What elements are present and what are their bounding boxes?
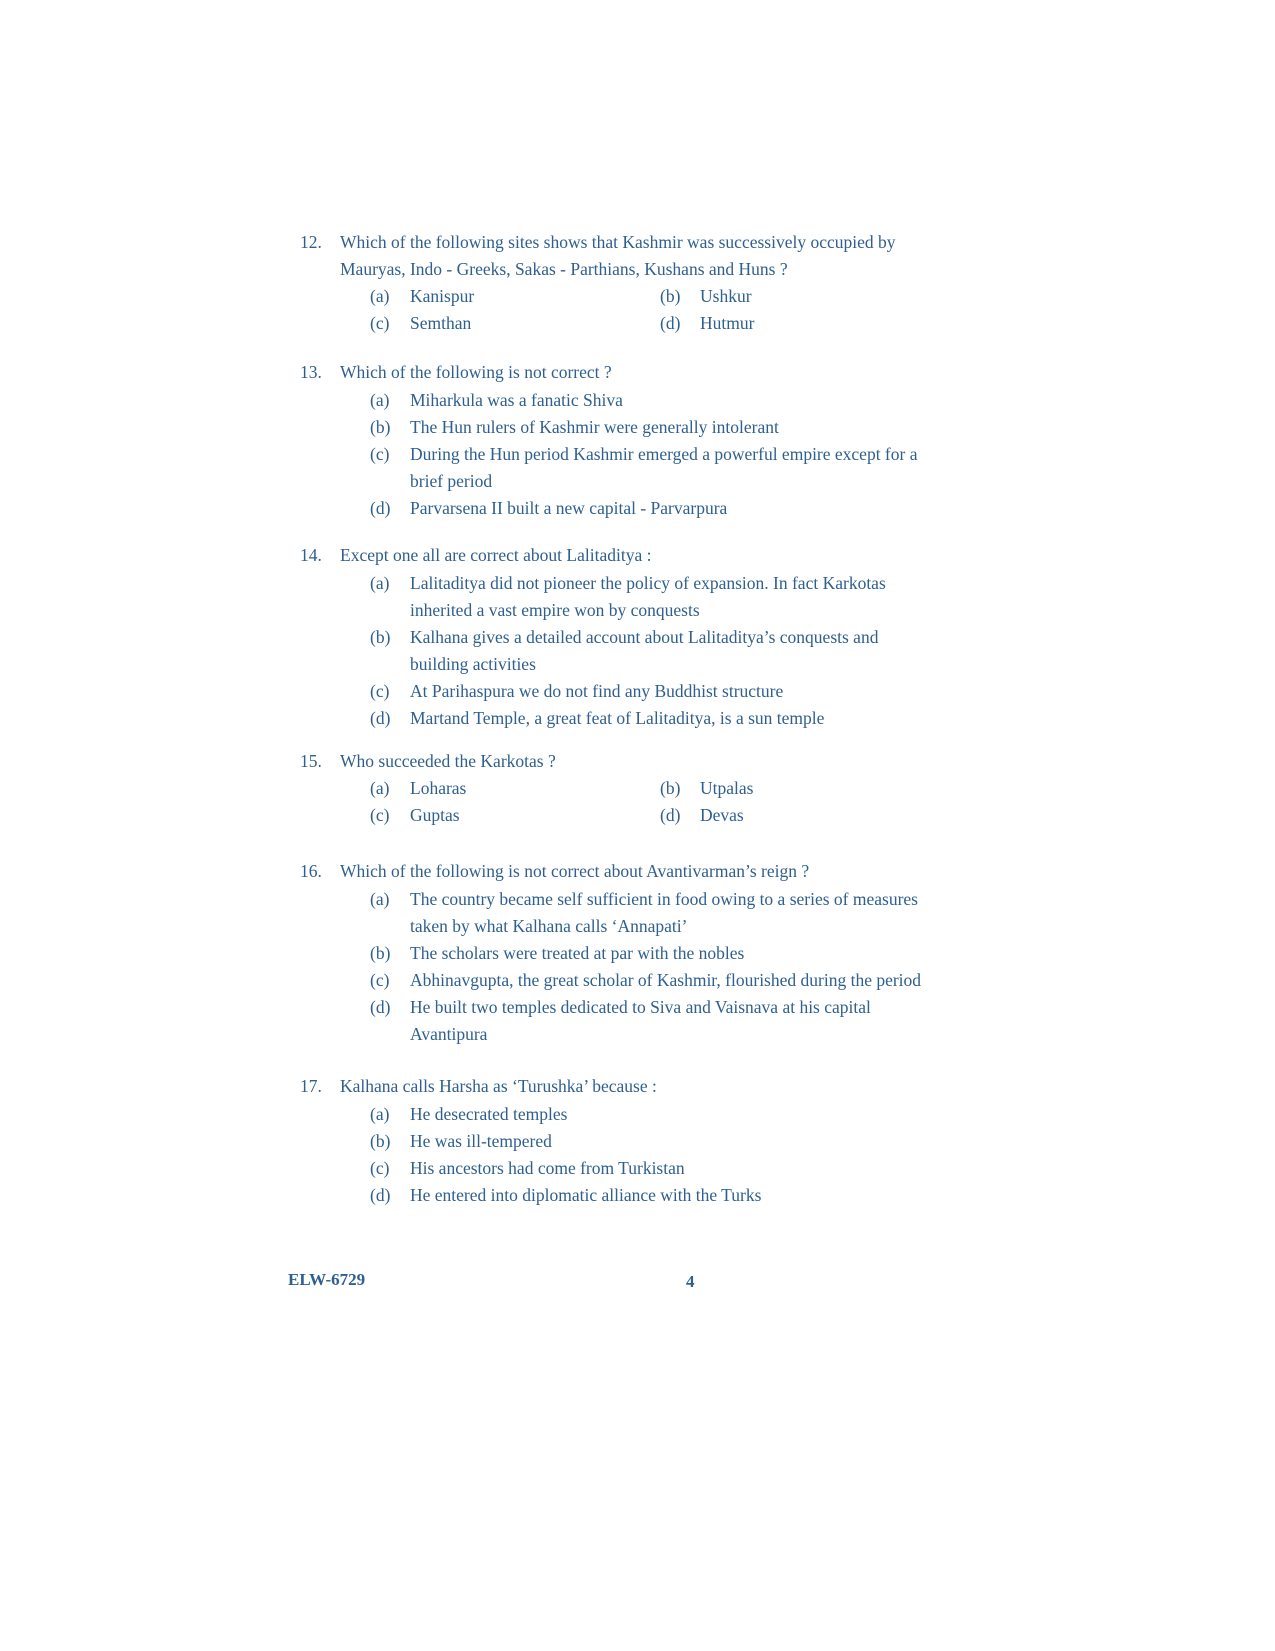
option-d xyxy=(660,310,900,337)
option-text: Utpalas xyxy=(700,778,754,798)
paper-code: ELW-6729 xyxy=(288,1270,366,1289)
page-number: 4 xyxy=(686,1272,695,1291)
option-text: Miharkula was a fanatic Shiva xyxy=(410,390,623,410)
option-b xyxy=(370,414,940,441)
question-text: Kalhana calls Harsha as ‘Turushka’ because : xyxy=(340,1076,657,1096)
option-text: He desecrated temples xyxy=(410,1104,568,1124)
option-label: (c) xyxy=(370,805,390,825)
option-label: (d) xyxy=(660,313,681,333)
option-label: (d) xyxy=(370,498,391,518)
option-label: (a) xyxy=(370,390,390,410)
option-label: (d) xyxy=(370,708,391,728)
option-a xyxy=(370,387,940,414)
option-text: Loharas xyxy=(410,778,467,798)
option-text: Hutmur xyxy=(700,313,755,333)
option-label: (b) xyxy=(370,1131,391,1151)
option-label: (d) xyxy=(370,1185,391,1205)
option-c xyxy=(370,678,940,705)
option-label: (a) xyxy=(370,889,390,909)
option-label: (d) xyxy=(660,805,681,825)
question-text: Which of the following sites shows that Kashmir was successively occupied by Mauryas, Indo - Greeks, Sakas - Parthians, Kushans and Huns ? xyxy=(340,232,896,279)
option-text: Kanispur xyxy=(410,286,475,306)
option-text: At Parihaspura we do not find any Buddhist structure xyxy=(410,681,784,701)
option-text: Abhinavgupta, the great scholar of Kashmir, flourished during the period xyxy=(410,970,922,990)
option-d xyxy=(370,1182,940,1209)
option-d xyxy=(370,705,940,732)
option-a xyxy=(370,570,940,624)
option-a xyxy=(370,886,940,940)
option-b xyxy=(660,775,900,802)
question-number: 14. xyxy=(300,545,322,565)
option-text: The country became self sufficient in food owing to a series of measures taken by what Kalhana calls ‘Annapati’ xyxy=(410,889,918,936)
option-text: Parvarsena II built a new capital - Parvarpura xyxy=(410,498,728,518)
option-text: Ushkur xyxy=(700,286,752,306)
option-c xyxy=(370,1155,940,1182)
question-number: 15. xyxy=(300,751,322,771)
option-label: (a) xyxy=(370,286,390,306)
question-text: Which of the following is not correct ? xyxy=(340,362,612,382)
option-text: His ancestors had come from Turkistan xyxy=(410,1158,685,1178)
option-text: Semthan xyxy=(410,313,472,333)
option-b xyxy=(370,940,940,967)
option-label: (b) xyxy=(370,417,391,437)
option-label: (a) xyxy=(370,573,390,593)
question-13 xyxy=(300,359,940,522)
question-number: 13. xyxy=(300,362,322,382)
question-text: Which of the following is not correct about Avantivarman’s reign ? xyxy=(340,861,810,881)
option-text: Lalitaditya did not pioneer the policy of expansion. In fact Karkotas inherited a vast empire won by conquests xyxy=(410,573,886,620)
option-label: (d) xyxy=(370,997,391,1017)
question-text: Except one all are correct about Lalitaditya : xyxy=(340,545,652,565)
option-label: (b) xyxy=(370,943,391,963)
option-label: (a) xyxy=(370,1104,390,1124)
option-text: During the Hun period Kashmir emerged a powerful empire except for a brief period xyxy=(410,444,918,491)
option-c xyxy=(370,967,940,994)
option-label: (c) xyxy=(370,681,390,701)
question-text: Who succeeded the Karkotas ? xyxy=(340,751,556,771)
question-number: 17. xyxy=(300,1076,322,1096)
option-text: He built two temples dedicated to Siva and Vaisnava at his capital Avantipura xyxy=(410,997,871,1044)
option-label: (b) xyxy=(370,627,391,647)
option-text: He was ill-tempered xyxy=(410,1131,552,1151)
question-12 xyxy=(300,229,940,337)
option-b xyxy=(370,1128,940,1155)
option-text: Martand Temple, a great feat of Lalitaditya, is a sun temple xyxy=(410,708,825,728)
option-c xyxy=(370,441,940,495)
option-text: The scholars were treated at par with the nobles xyxy=(410,943,745,963)
question-number: 12. xyxy=(300,232,322,252)
option-label: (b) xyxy=(660,286,681,306)
option-label: (c) xyxy=(370,970,390,990)
option-c xyxy=(370,802,660,829)
question-14 xyxy=(300,542,940,732)
option-a xyxy=(370,1101,940,1128)
option-b xyxy=(660,283,900,310)
option-label: (b) xyxy=(660,778,681,798)
option-d xyxy=(370,495,940,522)
option-d xyxy=(660,802,900,829)
option-d xyxy=(370,994,940,1048)
option-label: (a) xyxy=(370,778,390,798)
option-text: The Hun rulers of Kashmir were generally intolerant xyxy=(410,417,779,437)
option-b xyxy=(370,624,940,678)
option-label: (c) xyxy=(370,1158,390,1178)
option-text: Guptas xyxy=(410,805,460,825)
option-a xyxy=(370,775,660,802)
question-number: 16. xyxy=(300,861,322,881)
option-text: Devas xyxy=(700,805,744,825)
option-label: (c) xyxy=(370,313,390,333)
question-17 xyxy=(300,1073,940,1209)
question-16 xyxy=(300,858,940,1048)
option-text: He entered into diplomatic alliance with the Turks xyxy=(410,1185,762,1205)
question-15 xyxy=(300,748,940,829)
option-text: Kalhana gives a detailed account about Lalitaditya’s conquests and building activities xyxy=(410,627,879,674)
option-c xyxy=(370,310,660,337)
option-label: (c) xyxy=(370,444,390,464)
option-a xyxy=(370,283,660,310)
